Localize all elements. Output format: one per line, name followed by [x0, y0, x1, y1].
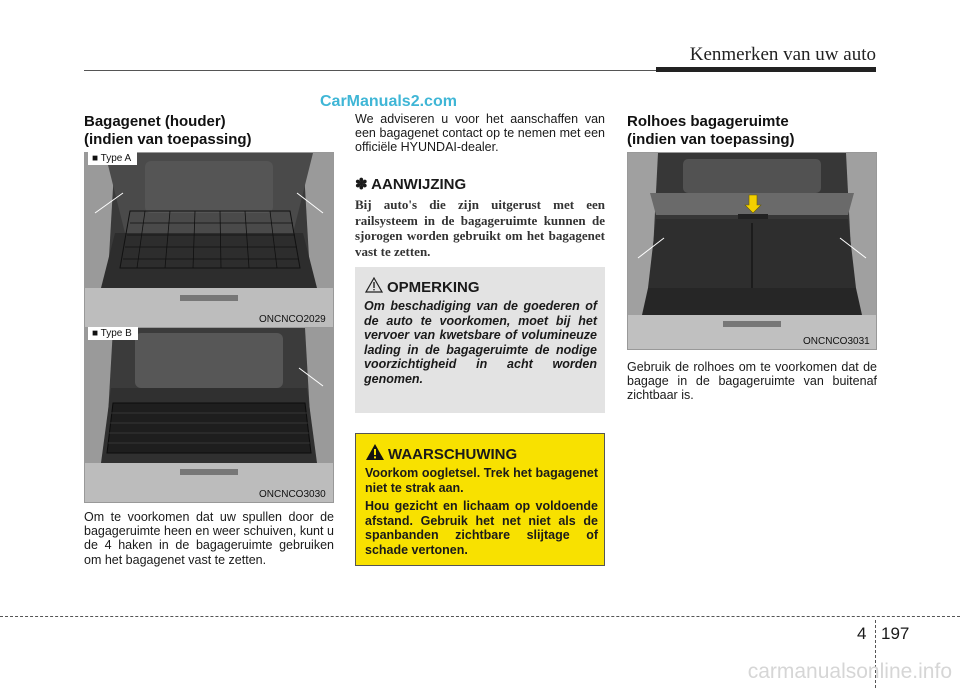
watermark-bottom: carmanualsonline.info	[747, 660, 952, 683]
header-rule-accent	[656, 67, 876, 72]
aanwijzing-note	[355, 175, 605, 259]
running-header-title: Kenmerken van uw auto	[689, 44, 876, 65]
photo-cargo-net-type-a	[84, 152, 334, 328]
right-body-text: Gebruik de rolhoes om te voorkomen dat de bagage in de bagageruimte van buitenaf zichtbaar is.	[627, 360, 877, 403]
photo-cargo-cover	[627, 152, 877, 350]
footer-rule	[0, 616, 960, 617]
section-heading-rolhoes: Rolhoes bagageruimte	[627, 113, 789, 130]
photo-cargo-net-type-b	[84, 327, 334, 503]
figure-code-b: ONCNCO3030	[259, 489, 326, 500]
waarschuwing-box	[355, 433, 605, 566]
figure-tag-type-a: ■ Type A	[88, 152, 137, 165]
section-heading-bagagenet-sub: (indien van toepassing)	[84, 131, 252, 148]
cargo-cover-illustration	[628, 153, 876, 349]
left-heading	[84, 113, 334, 149]
waarschuwing-text-1: Voorkom oogletsel. Trek het bagagenet niet te strak aan.	[365, 466, 598, 495]
waarschuwing-text-2: Hou gezicht en lichaam op voldoende afstand. Gebruik het net niet als de spanbanden zichtbare slijtage of schade vertonen.	[365, 499, 598, 557]
right-heading	[627, 113, 877, 149]
middle-intro-text: We adviseren u voor het aanschaffen van een bagagenet contact op te nemen met een officiële HYUNDAI-dealer.	[355, 112, 605, 155]
cargo-net-a-illustration	[85, 153, 333, 327]
opmerking-title: OPMERKING	[387, 279, 480, 296]
section-heading-rolhoes-sub: (indien van toepassing)	[627, 131, 795, 148]
opmerking-text: Om beschadiging van de goederen of de auto te voorkomen, moet bij het vervoer van kwetsbare of volumineuze lading in de bagageruimte de nodige voorzichtigheid in acht worden genomen.	[364, 299, 597, 386]
note-title: ✽ AANWIJZING	[355, 176, 467, 193]
figure-code-a: ONCNCO2029	[259, 314, 326, 325]
caution-triangle-icon	[365, 277, 383, 293]
watermark-top: CarManuals2.com	[320, 93, 457, 110]
waarschuwing-title: WAARSCHUWING	[388, 446, 518, 463]
section-heading-bagagenet: Bagagenet (houder)	[84, 113, 226, 130]
chapter-number: 4	[857, 624, 867, 643]
warning-triangle-icon	[365, 443, 385, 461]
header-rule	[84, 70, 656, 71]
figure-tag-type-b: ■ Type B	[88, 327, 138, 340]
figure-code-cover: ONCNCO3031	[803, 336, 870, 347]
note-text: Bij auto's die zijn uitgerust met een railsysteem in de bagageruimte kunnen de sjorogen worden gebruikt om het bagagenet vast te zetten.	[355, 197, 605, 259]
cargo-net-b-illustration	[85, 328, 333, 502]
opmerking-box	[355, 267, 605, 413]
left-body-text: Om te voorkomen dat uw spullen door de bagageruimte heen en weer schuiven, kunt u de 4 haken in de bagageruimte gebruiken om het bagagenet vast te zetten.	[84, 510, 334, 567]
page-number: 197	[881, 624, 910, 643]
